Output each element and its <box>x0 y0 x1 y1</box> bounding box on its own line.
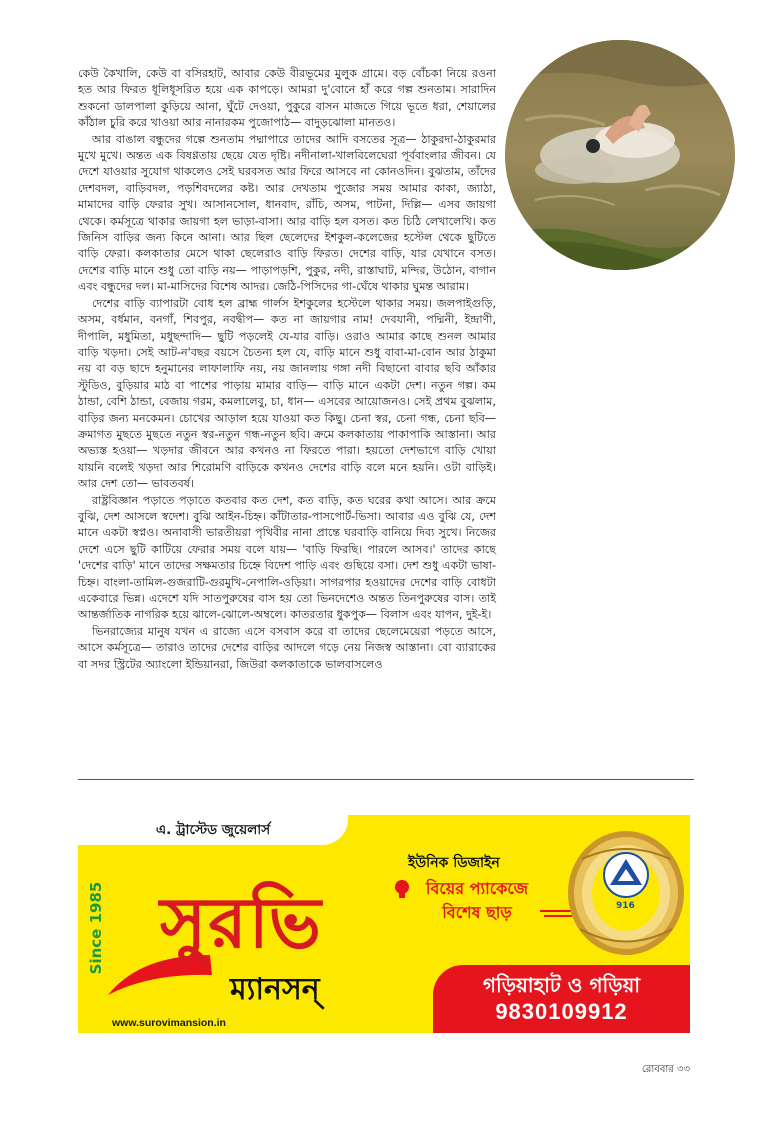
gold-bangle-image <box>562 819 690 969</box>
store-locations: গড়িয়াহাট ও গড়িয়া <box>482 973 641 997</box>
wedding-package-offer <box>398 877 556 925</box>
since-label: Since 1985 <box>87 881 105 975</box>
brand-name: সুরভি <box>160 882 323 964</box>
hallmark-purity-label: 916 <box>616 901 635 911</box>
offer-line-2: বিশেষ ছাড় <box>442 903 512 922</box>
article-paragraph: ভিনরাজ্যের মানুষ যখন এ রাজ্যে এসে বসবাস করে বা তাদের ছেলেমেয়েরা পড়তে আসে, আসে কর্মসূত্রে— তারাও তাদের দেশের বাড়ির আদলে গড়ে নেয় নিজস্ব আস্তানা। বো ব্যারাকের বা সদর স্ট্রিটের অ্যাংলো ইন্ডিয়ানরা, জিউরা কলকাতাকে ভালবাসলেও <box>78 624 496 671</box>
contact-box <box>433 965 690 1033</box>
article-paragraph: কেউ কৈখালি, কেউ বা বসিরহাট, আবার কেউ বীরভূমের মুলুক গ্রামে। বড় বোঁচকা নিয়ে রওনা হত আর ফিরত ধূলিধূসরিত হয়ে এক কাপড়ে। আমরা দু'বোনে হাঁ করে গল্প শুনতাম। সারাদিন শুকনো ডালপালা কুড়িয়ে আনা, ঘুঁটে দেওয়া, পুকুরে বাসন মাজতে গিয়ে ভূতে ধরা, শেয়ালের কাঁঠাল চুরি করে খাওয়া আর নানারকম পুজোপাঠ— বাদুড়ঝোলা মানতও। <box>78 67 496 130</box>
article-body <box>78 66 496 673</box>
surovi-mansion-advertisement <box>78 815 690 1033</box>
website-link[interactable]: www.surovimansion.in <box>112 1017 226 1029</box>
page-footer: রোববার ৩৩ <box>641 1064 690 1075</box>
trusted-jewellers-banner: এ. ট্রাস্টেড জুয়েলার্স <box>78 815 348 845</box>
article-paragraph: আর বাঙাল বন্ধুদের গল্পে শুনতাম পদ্মাপারে তাদের আদি বসতের সূত্র— ঠাকুরদা-ঠাকুরমার মুখে মুখে। অন্তত এক বিষণ্ণতায় ছেয়ে যেত দৃষ্টি। নদীনালা-খালবিলেঘেরা পূর্ববাংলার জীবন। যে দেশে যাওয়ার সুযোগ থাকলেও সেই ঘরবসত আর ফিরে আসবে না কোনওদিন। বুঝতাম, তাঁদের দেশবদল, বাড়িবদল, পড়শিবদলের কষ্ট। আর দেখতাম পুজোর সময় আমার কাকা, জ্যাঠা, মামাদের বাড়ি ফেরার সুখ। আসানসোল, ধানবাদ, রাঁচি, অসম, পাটনা, দিল্লি— এসব জায়গা থেকে। কর্মসূত্রে থাকার জায়গা হল ভাড়া-বাসা। আর বাড়ি হল বসত। কত চিঠি লেখালেখি। কত জিনিস বাড়ির জন্য কিনে আনা। আর ছিল ছেলেদের ইশকুল-কলেজের হস্টেল থেকে ছুটিতে বাড়ি ফেরা। কলকাতার মেসে থাকা ছেলেরাও বাড়ি ফিরত। দেশের বাড়ি, যার যেখানে বসত। দেশের বাড়ি মানে শুধু তো বাড়ি নয়— পাড়াপড়শি, পুকুর, নদী, রাস্তাঘাট, মন্দির, উঠোন, বাগান এবং বন্ধুদের দল। মা-মাসিদের বিশেষ আদর। জেঠি-পিসিদের গা-ঘেঁষে থাকার ঘুমন্ত আরাম। <box>78 132 496 294</box>
section-divider <box>78 779 694 780</box>
unique-design-tagline: ইউনিক ডিজাইন <box>408 855 500 871</box>
brand-name-mansion: ম্যানসন্ <box>230 972 320 1007</box>
offer-line-1: বিয়ের প্যাকেজে <box>425 879 529 898</box>
river-swimmer-photo <box>505 40 735 270</box>
article-paragraph: দেশের বাড়ি ব্যাপারটা বোধ হল ব্রাহ্ম গার্লস ইশকুলের হস্টেলে থাকার সময়। জলপাইগুড়ি, অসম, বর্ধমান, বনগাঁ, শিবপুর, নবদ্বীপ— কত না জায়গার নাম! দেবযানী, পদ্মিনী, ইন্দ্রাণী, দীপালি, মধুমিতা, মধুছন্দাদি— ছুটি পড়লেই যে-যার বাড়ি। ওরাও আমার কাছে শুনল আমার বাড়ি খড়দা। সেই আট-ন'বছর বয়সে চৈতন্য হল যে, বাড়ি মানে শুধু বাবা-মা-বোন আর ঠাকুমা নয় বা বড় ছাদে হনুমানের লাফালাফি নয়, নয় জানলায় গঙ্গা নদী বিছানো বাবার ছবি আঁকার স্টুডিও, বুড়িয়ার মাঠ বা পাশের পাড়ায় মামার বাড়ি— বাড়ি মানে একটা দেশ। নতুন গল্প। কম ঠান্ডা, বেশি ঠান্ডা, বেজায় গরম, কমলালেবু, চা, ধান— এসবের আয়োজনও। সেই প্রথম বুঝলাম, বাড়ির জন্য মনকেমন। চোখের আড়াল হয়ে যাওয়া কত কিছু। চেনা স্বর, চেনা গন্ধ, চেনা ছবি— ক্রমাগত মুছতে মুছতে নতুন স্বর-নতুন গন্ধ-নতুন ছবি। ক্রমে কলকাতায় পাকাপাকি আস্তানা। আর অভ্যস্ত হওয়া— খড়দার জীবনে আর কখনও না ফিরতে পারা। হয়তো দেশভাগে বাড়ি খোয়া যায়নি বলেই খড়দা আর শিরোমণি বাড়িকে কখনও দেশের বাড়ি বলে মনে হয়নি। ওটা বাড়িই। আর দেশ তো— ভাবতবর্ষ। <box>78 296 496 491</box>
phone-number[interactable]: 9830109912 <box>495 999 628 1024</box>
article-paragraph: রাষ্ট্রবিজ্ঞান পড়াতে পড়াতে কতবার কত দেশ, কত বাড়ি, কত ঘরের কথা আসে। আর ক্রমে বুঝি, দেশ আসলে স্বদেশ। বুঝি আইন-চিহ্ন। কাঁটাতার-পাসপোর্ট-ভিসা। আবার এও বুঝি যে, দেশ মানে একটা স্বপ্নও। অনাবাসী ভারতীয়রা পৃথিবীর নানা প্রান্তে ঘরবাড়ি বানিয়ে দিব্য সুখে। নিজের দেশে এসে ছুটি কাটিয়ে ফেরার সময় বলে যায়— 'বাড়ি ফিরছি। পারলে আসব।' তাদের কাছে 'দেশের বাড়ি' মানে তাদের সক্ষমতার চিহ্নে বিদেশ পাড়ি এবং গুছিয়ে বসা। দেশ শুধু একটা ভাষা-চিহ্ন। বাংলা-তামিল-গুজরাটি-গুরমুখি-নেপালি-ওড়িয়া। সাগরপার হওয়াদের দেশের বাড়ি বোধটা একেবারে ভিন্ন। এদেশে যদি সাতপুরুষের বাস হয় তো ভিনদেশেও অন্তত তিনপুরুষের বাস। তাই আন্তর্জাতিক নাগরিক হয়ে ঝালে-ঝোলে-অম্বলে। কাতরতার ধুকপুক— বিলাস এবং যাপন, দুই-ই। <box>78 493 496 622</box>
